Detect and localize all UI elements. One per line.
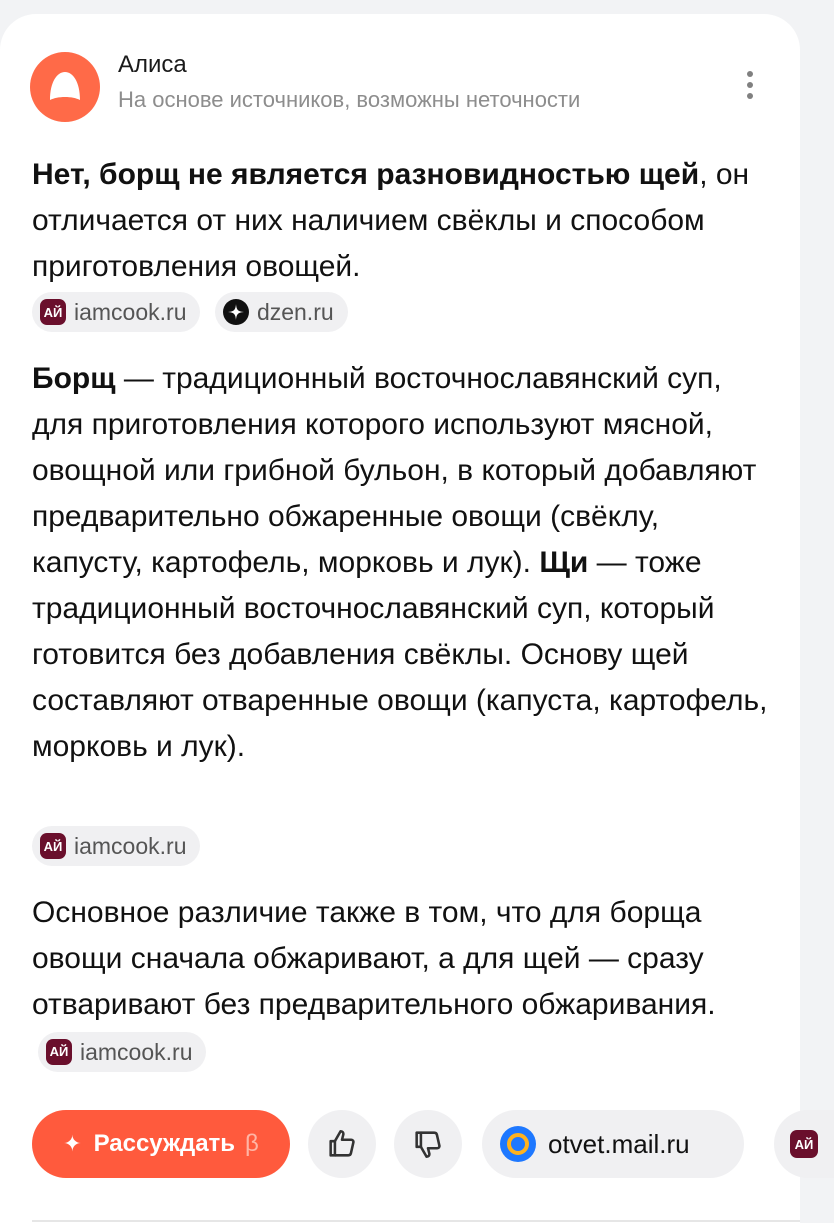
shchi-term: Щи [539, 546, 589, 579]
answer-paragraph-3 [32, 890, 772, 1074]
alice-answer-card [0, 14, 814, 1223]
answer-summary-text: , он отличается от них наличием свёклы и способом приготовления овощей. [32, 158, 750, 283]
thumbs-up-icon [325, 1127, 359, 1161]
borscht-definition: — традиционный восточнославянский суп, для приготовления которого используют мясной, овощной или грибной бульон, в который добавляют предварительно обжаренные овощи (свёклу, капусту, картофель, морковь и лук). [32, 362, 757, 579]
iamcook-icon: АЙ [46, 1039, 72, 1065]
thumbs-up-button[interactable] [308, 1110, 376, 1178]
sources-disclaimer: На основе источников, возможны неточности [118, 87, 581, 112]
answer-paragraph-1 [32, 152, 772, 290]
source-button-otvet-mail[interactable] [482, 1110, 744, 1178]
answer-header [30, 47, 770, 127]
source-button-partial[interactable] [774, 1110, 834, 1178]
source-label: dzen.ru [256, 298, 334, 325]
reason-button[interactable] [32, 1110, 290, 1178]
borscht-term: Борщ [32, 362, 116, 395]
iamcook-icon: АЙ [40, 833, 66, 859]
answer-summary-bold: Нет, борщ не является разновидностью щей [32, 158, 700, 191]
source-chips-1 [32, 292, 358, 332]
source-chip[interactable] [38, 1032, 206, 1072]
iamcook-icon: АЙ [790, 1130, 818, 1158]
sparkle-icon: ✦ [63, 1131, 82, 1156]
source-chip[interactable] [32, 826, 200, 866]
reason-label: Рассуждать [93, 1130, 236, 1157]
source-chips-2 [32, 826, 210, 866]
source-chip[interactable] [32, 292, 200, 332]
source-chip[interactable] [215, 292, 348, 332]
shchi-definition: — тоже традиционный восточнославянский суп, который готовится без добавления свёклы. Основу щей составляют отваренные овощи (капуста, картофель, морковь и лук). [32, 546, 768, 763]
source-button-label: otvet.mail.ru [548, 1128, 690, 1159]
answer-paragraph-2 [32, 356, 772, 770]
answer-actions [32, 1110, 832, 1180]
source-label: iamcook.ru [74, 298, 187, 325]
mail-ru-icon [500, 1126, 536, 1162]
dzen-icon [223, 299, 249, 325]
source-label: iamcook.ru [74, 832, 187, 859]
divider [32, 1220, 800, 1222]
iamcook-icon: АЙ [40, 299, 66, 325]
beta-badge: β [245, 1130, 259, 1157]
assistant-name: Алиса [118, 51, 187, 78]
thumbs-down-button[interactable] [394, 1110, 462, 1178]
alice-logo-icon [30, 52, 100, 122]
thumbs-down-icon [411, 1127, 445, 1161]
difference-text: Основное различие также в том, что для борща овощи сначала обжаривают, а для щей — сразу отваривают без предварительного обжаривания. [32, 896, 716, 1021]
more-options-icon[interactable] [744, 67, 756, 107]
source-label: iamcook.ru [80, 1039, 193, 1066]
